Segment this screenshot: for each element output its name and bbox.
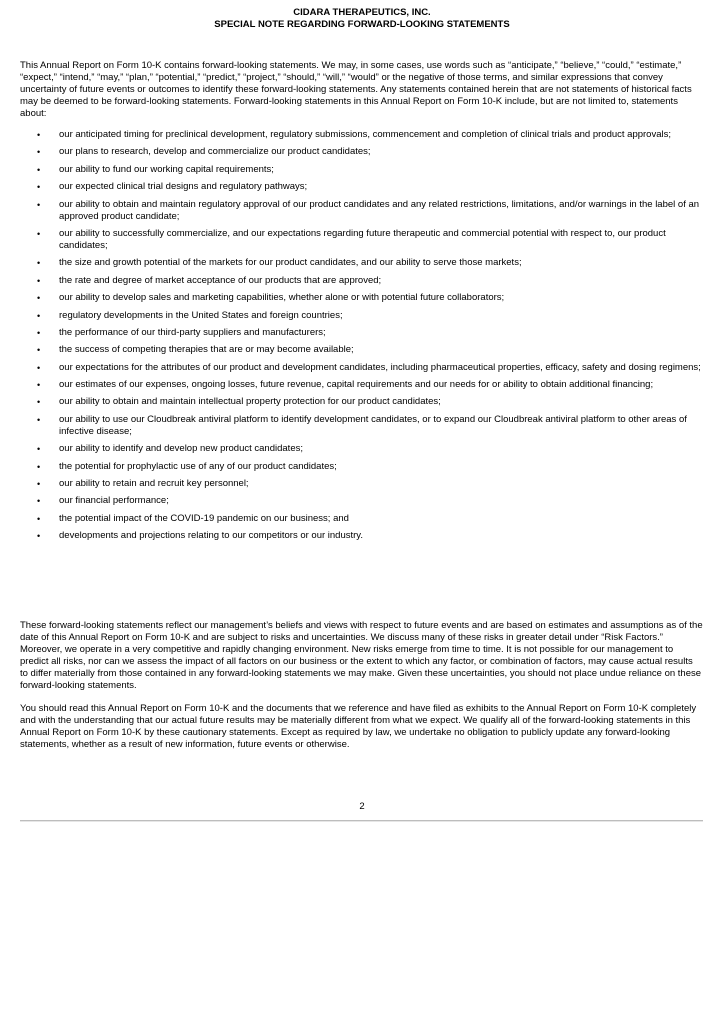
bullet-text: our ability to use our Cloudbreak antiviral platform to identify development candidates, or to expand our Cloudbreak antiviral platform to other areas of infective disease; bbox=[59, 413, 687, 437]
bullet-item bbox=[20, 310, 703, 322]
bullet-icon: • bbox=[37, 380, 41, 391]
bullet-item bbox=[20, 181, 703, 193]
bullet-text: the rate and degree of market acceptance of our products that are approved; bbox=[59, 274, 382, 286]
bullet-icon: • bbox=[37, 258, 41, 269]
bullet-icon: • bbox=[37, 310, 41, 321]
bullet-text: our expected clinical trial designs and regulatory pathways; bbox=[59, 181, 308, 193]
bullet-text: our ability to fund our working capital requirements; bbox=[59, 163, 274, 175]
bullet-text: our expectations for the attributes of our product and development candidates, including pharmaceutical properties, efficacy, safety and dosing regimens; bbox=[59, 361, 701, 373]
bullet-icon: • bbox=[37, 228, 41, 239]
bullet-item bbox=[20, 443, 703, 455]
bullet-icon: • bbox=[37, 496, 41, 507]
forward-looking-bullet-list bbox=[20, 129, 703, 548]
bullet-icon: • bbox=[37, 479, 41, 490]
bullet-icon: • bbox=[37, 397, 41, 408]
bullet-text: the performance of our third-party suppliers and manufacturers; bbox=[59, 326, 326, 338]
bullet-item bbox=[20, 379, 703, 391]
bullet-item bbox=[20, 344, 703, 356]
bullet-item bbox=[20, 129, 703, 141]
bullet-icon: • bbox=[37, 362, 41, 373]
bullet-item bbox=[20, 478, 703, 490]
bullet-item bbox=[20, 513, 703, 525]
bullet-icon: • bbox=[37, 293, 41, 304]
bullet-item bbox=[20, 257, 703, 269]
bullet-text: our estimates of our expenses, ongoing losses, future revenue, capital requirements and our needs for or ability to obtain additional financing; bbox=[59, 379, 654, 391]
bullet-icon: • bbox=[37, 275, 41, 286]
bullet-text: our ability to develop sales and marketing capabilities, whether alone or with potential future collaborators; bbox=[59, 292, 505, 304]
bullet-text: developments and projections relating to our competitors or our industry. bbox=[59, 530, 363, 542]
bullet-icon: • bbox=[37, 327, 41, 338]
bullet-icon: • bbox=[37, 345, 41, 356]
bullet-icon: • bbox=[37, 199, 41, 210]
bullet-text: the success of competing therapies that are or may become available; bbox=[59, 344, 354, 356]
risk-paragraph: These forward-looking statements reflect our management’s beliefs and views with respect to future events and are based on estimates and assumptions as of the date of this Annual Report on Form 10-K and are subject to risks and uncertainties. We discuss many of these risks in greater detail under “Risk Factors.” Moreover, we operate in a very competitive and rapidly changing environment. New risks emerge from time to time. It is not possible for our management to predict all risks, nor can we assess the impact of all factors on our business or the extent to which any factor, or combination of factors, may cause actual results to differ materially from those contained in any forward-looking statements we may make. Given these uncertainties, you should not place undue reliance on these forward-looking statements. bbox=[20, 620, 703, 691]
section-title: SPECIAL NOTE REGARDING FORWARD-LOOKING STATEMENTS bbox=[214, 19, 510, 30]
bullet-icon: • bbox=[37, 531, 41, 542]
bullet-item bbox=[20, 461, 703, 473]
bullet-icon: • bbox=[37, 444, 41, 455]
bullet-text: our ability to obtain and maintain regulatory approval of our product candidates and any related restrictions, limitations, and/or warnings in the label of an approved product candidate; bbox=[59, 198, 700, 222]
intro-paragraph: This Annual Report on Form 10-K contains forward-looking statements. We may, in some cases, use words such as “anticipate,” “believe,” “could,” “estimate,” “expect,” “intend,” “may,” “plan,” “potential,” “predict,” “project,” “should,” “will,” “would” or the negative of those terms, and similar expressions that convey uncertainty of future events or outcomes to identify these forward-looking statements. Any statements contained herein that are not statements of historical facts may be deemed to be forward-looking statements. Forward-looking statements in this Annual Report on Form 10-K include, but are not limited to, statements about: bbox=[20, 60, 692, 119]
bullet-text: regulatory developments in the United States and foreign countries; bbox=[59, 309, 343, 321]
bullet-text: our plans to research, develop and commercialize our product candidates; bbox=[59, 146, 371, 158]
bullet-icon: • bbox=[37, 414, 41, 425]
bullet-icon: • bbox=[37, 130, 41, 140]
bullet-text: our ability to obtain and maintain intellectual property protection for our product candidates; bbox=[59, 396, 441, 408]
bullet-item bbox=[20, 199, 703, 223]
bullet-item bbox=[20, 495, 703, 507]
bullet-item bbox=[20, 146, 703, 158]
bullet-icon: • bbox=[37, 461, 41, 472]
bullet-text: the potential for prophylactic use of any of our product candidates; bbox=[59, 460, 337, 472]
bullet-item bbox=[20, 228, 703, 252]
cautionary-paragraph: You should read this Annual Report on Form 10-K and the documents that we reference and have filed as exhibits to the Annual Report on Form 10-K completely and with the understanding that our actual future results may be materially different from what we expect. We qualify all of the forward-looking statements in this Annual Report on Form 10-K by these cautionary statements. Except as required by law, we undertake no obligation to publicly update any forward-looking statements, whether as a result of new information, future events or otherwise. bbox=[20, 703, 697, 750]
bullet-icon: • bbox=[37, 182, 41, 193]
bullet-text: our ability to successfully commercialize, and our expectations regarding future therapeutic and commercial potential with respect to, our product candidates; bbox=[59, 227, 666, 251]
page-number: 2 bbox=[359, 801, 365, 812]
bullet-item bbox=[20, 327, 703, 339]
bullet-item bbox=[20, 530, 703, 542]
bullet-text: the size and growth potential of the markets for our product candidates, and our ability to serve those markets; bbox=[59, 257, 522, 269]
bullet-item bbox=[20, 362, 703, 374]
bullet-text: our ability to identify and develop new product candidates; bbox=[59, 443, 303, 455]
bullet-icon: • bbox=[37, 164, 41, 175]
bullet-item bbox=[20, 164, 703, 176]
bullet-text: our ability to retain and recruit key personnel; bbox=[59, 478, 249, 490]
bullet-text: the potential impact of the COVID-19 pandemic on our business; and bbox=[59, 512, 349, 524]
bullet-text: our anticipated timing for preclinical development, regulatory submissions, commencement and completion of clinical trials and product approvals; bbox=[59, 129, 671, 140]
bullet-item bbox=[20, 414, 703, 438]
bullet-icon: • bbox=[37, 147, 41, 158]
bullet-item bbox=[20, 292, 703, 304]
bullet-icon: • bbox=[37, 513, 41, 524]
bullet-item bbox=[20, 275, 703, 287]
bullet-text: our financial performance; bbox=[59, 495, 169, 507]
page-divider bbox=[20, 820, 703, 822]
company-name: CIDARA THERAPEUTICS, INC. bbox=[293, 7, 431, 18]
bullet-item bbox=[20, 396, 703, 408]
